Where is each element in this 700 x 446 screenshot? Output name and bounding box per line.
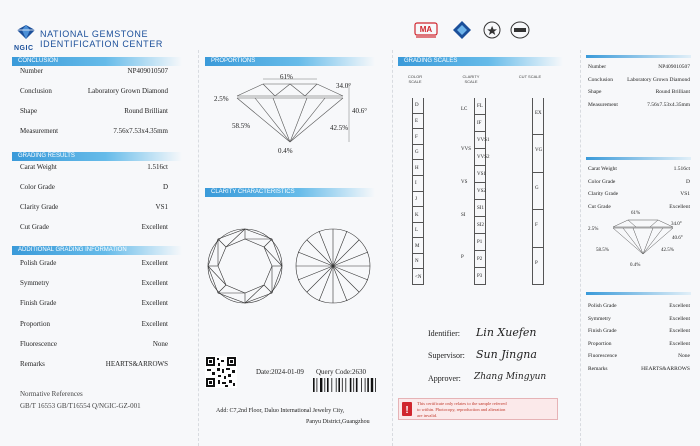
clarity-scale-grade: VVS2 bbox=[477, 154, 490, 160]
clarity-crown-plot bbox=[205, 226, 285, 306]
address-line1-text: C7,2nd Floor, Daluo International Jewelry City, bbox=[229, 408, 345, 414]
cut-scale-grade: P bbox=[535, 260, 538, 266]
clarity-scale-grade: VVS1 bbox=[477, 137, 490, 143]
info-row-value: Excellent bbox=[141, 319, 168, 328]
info-row bbox=[20, 340, 168, 348]
info-row bbox=[20, 67, 168, 75]
color-scale-grade: N bbox=[415, 259, 419, 265]
info-row-value: VS1 bbox=[680, 191, 690, 197]
clarity-scale-grade: SI1 bbox=[477, 205, 484, 211]
prop-pavilion-depth-label: 42.5% bbox=[330, 124, 349, 132]
proportions-section-bar: PROPORTIONS bbox=[205, 57, 375, 66]
clarity-group-label: P bbox=[461, 255, 464, 260]
query-code-field bbox=[316, 368, 366, 376]
scale-tick bbox=[474, 148, 486, 149]
color-scale-grade: L bbox=[415, 228, 419, 234]
scale-tick bbox=[474, 216, 486, 217]
info-row-value: NP409010507 bbox=[127, 67, 168, 75]
barcode-bar bbox=[336, 378, 337, 392]
info-row bbox=[20, 259, 168, 267]
ngic-logo bbox=[14, 24, 38, 52]
color-scale-grade: <N bbox=[415, 274, 422, 280]
barcode-bar bbox=[327, 378, 329, 392]
summary-mid-bar bbox=[586, 157, 691, 160]
address-label: Add: bbox=[216, 408, 228, 414]
barcode-bar bbox=[350, 378, 352, 392]
info-row bbox=[588, 77, 690, 83]
info-row bbox=[20, 320, 168, 328]
scale-tick bbox=[412, 175, 424, 176]
normative-refs: GB/T 16553 GB/T16554 Q/NGIC-GZ-001 bbox=[20, 402, 141, 410]
scale-tick bbox=[412, 113, 424, 114]
clarity-scale-grade: FL bbox=[477, 103, 483, 109]
grading-results-section-bar: GRADING RESULTS bbox=[12, 152, 182, 161]
address-line1 bbox=[216, 408, 344, 414]
barcode-bar bbox=[345, 378, 346, 392]
supervisor-signature: Sun Jingna bbox=[476, 348, 537, 361]
info-row-value: HEARTS&ARROWS bbox=[641, 365, 690, 372]
barcode-bar bbox=[371, 378, 373, 392]
clarity-pavilion-plot bbox=[293, 226, 373, 306]
prop-culet-label: 0.4% bbox=[278, 147, 293, 155]
info-row-label: Cut Grade bbox=[588, 203, 611, 210]
info-row-value: 1.516ct bbox=[147, 163, 168, 171]
scale-tick bbox=[412, 159, 424, 160]
info-row bbox=[588, 303, 690, 309]
info-row-label: Color Grade bbox=[588, 178, 616, 185]
info-row-value: Excellent bbox=[669, 303, 690, 309]
barcode-bar bbox=[313, 378, 315, 392]
info-row bbox=[588, 64, 690, 70]
info-row bbox=[588, 204, 690, 210]
color-scale-grade: K bbox=[415, 212, 419, 218]
info-row-label: Proportion bbox=[20, 319, 50, 328]
info-row-value: None bbox=[678, 353, 690, 359]
info-row-label: Color Grade bbox=[20, 183, 55, 191]
org-title-line2: IDENTIFICATION CENTER bbox=[40, 39, 163, 49]
info-row bbox=[20, 360, 168, 368]
additional-info-section-bar: ADDITIONAL GRADING INFORMATION bbox=[12, 246, 182, 255]
scale-tick bbox=[474, 131, 486, 132]
cma-badge-icon bbox=[414, 22, 438, 40]
info-row-label: Finish Grade bbox=[20, 299, 57, 308]
normative-title: Normative References bbox=[20, 390, 83, 398]
info-row-value: Excellent bbox=[141, 259, 168, 267]
clarity-group-label: VVS bbox=[461, 147, 472, 152]
info-row-label: Polish Grade bbox=[20, 259, 57, 267]
date-value: 2024-01-09 bbox=[271, 368, 304, 376]
color-scale-grade: I bbox=[415, 181, 417, 187]
identifier-signature: Lin Xuefen bbox=[476, 326, 537, 339]
info-row-label: Finish Grade bbox=[588, 328, 617, 334]
scale-tick bbox=[474, 233, 486, 234]
info-row bbox=[588, 166, 690, 172]
scale-tick bbox=[474, 250, 486, 251]
info-row-label: Proportion bbox=[588, 340, 612, 347]
info-row bbox=[20, 183, 168, 191]
info-row bbox=[588, 341, 690, 347]
summary-prop-girdle: 58.5% bbox=[596, 248, 609, 253]
summary-prop-crown-angle: 34.0° bbox=[671, 222, 682, 227]
scale-tick bbox=[532, 209, 544, 210]
approver-label: Approver: bbox=[428, 374, 461, 383]
scale-tick bbox=[412, 222, 424, 223]
info-row bbox=[588, 353, 690, 359]
info-row-label: Carat Weight bbox=[588, 166, 617, 172]
address-line2: Panyu District,Guangzhou bbox=[306, 419, 370, 425]
info-row-label: Number bbox=[588, 64, 607, 70]
info-row bbox=[20, 163, 168, 171]
cut-scale-grade: VG bbox=[535, 148, 543, 154]
query-code-value: 2630 bbox=[351, 368, 366, 376]
summary-prop-pavilion-angle: 40.6° bbox=[672, 236, 683, 241]
clarity-scale-grade: VS1 bbox=[477, 171, 486, 177]
info-row-value: Excellent bbox=[141, 299, 168, 308]
info-row-value: Excellent bbox=[141, 279, 168, 288]
info-row bbox=[20, 279, 168, 287]
warning-icon bbox=[402, 402, 412, 416]
color-scale-grade: H bbox=[415, 165, 419, 171]
info-row-value: Excellent bbox=[669, 328, 690, 334]
barcode-bar bbox=[353, 378, 354, 392]
info-row-label: Carat Weight bbox=[20, 163, 57, 171]
prop-pavilion-angle-label: 40.6° bbox=[352, 107, 368, 115]
scale-tick bbox=[474, 284, 486, 285]
info-row-label: Symmetry bbox=[588, 315, 611, 322]
info-row-value: 7.56x7.53x4.35mm bbox=[647, 101, 690, 108]
barcode-bar bbox=[320, 378, 322, 392]
barcode-bar bbox=[365, 378, 366, 392]
scale-tick bbox=[474, 114, 486, 115]
query-code-label: Query Code: bbox=[316, 368, 352, 376]
barcode-bar bbox=[361, 378, 362, 392]
scale-tick bbox=[532, 247, 544, 248]
scale-tick bbox=[474, 182, 486, 183]
info-row-value: Laboratory Grown Diamond bbox=[627, 76, 690, 83]
info-row bbox=[588, 191, 690, 197]
clarity-scale-grade: VS2 bbox=[477, 188, 486, 194]
svg-text:!: ! bbox=[405, 405, 409, 416]
logo-text: NGIC bbox=[14, 45, 34, 52]
barcode bbox=[312, 378, 382, 392]
summary-prop-pavilion-depth: 42.5% bbox=[661, 248, 674, 253]
scale-tick bbox=[474, 199, 486, 200]
svg-text:MA: MA bbox=[419, 25, 433, 34]
gem-badge-icon bbox=[452, 20, 472, 42]
date-field bbox=[256, 368, 304, 376]
info-row-value: Round Brilliant bbox=[655, 89, 690, 95]
grading-scales-section-bar: GRADING SCALES bbox=[398, 57, 563, 66]
info-row-label: Polish Grade bbox=[588, 303, 617, 309]
barcode-bar bbox=[324, 378, 325, 392]
info-row-label: Fluorescence bbox=[588, 353, 618, 359]
info-row bbox=[588, 328, 690, 334]
info-row-value: NP409010507 bbox=[658, 64, 690, 70]
info-row bbox=[20, 87, 168, 95]
color-scale-header: COLOR SCALE bbox=[407, 74, 423, 84]
clarity-section-bar: CLARITY CHARACTERISTICS bbox=[205, 188, 375, 197]
cut-scale-grade: EX bbox=[535, 111, 542, 117]
summary-prop-crown-height: 2.5% bbox=[588, 227, 599, 232]
seal-badge-icon bbox=[483, 21, 501, 39]
summary-top-bar bbox=[586, 55, 691, 58]
barcode-bar bbox=[356, 378, 358, 392]
info-row-label: Fluorescence bbox=[20, 339, 57, 348]
scale-tick bbox=[532, 134, 544, 135]
info-row-value: 1.516ct bbox=[673, 166, 690, 172]
info-row-label: Measurement bbox=[20, 127, 59, 135]
barcode-bar bbox=[367, 378, 369, 392]
barcode-bar bbox=[331, 378, 332, 392]
notice-box bbox=[398, 398, 558, 420]
clarity-scale-grade: P2 bbox=[477, 256, 483, 262]
info-row-value: Laboratory Grown Diamond bbox=[87, 87, 168, 95]
scale-tick bbox=[412, 144, 424, 145]
clarity-scale-grade: P1 bbox=[477, 239, 483, 245]
column-divider bbox=[198, 50, 199, 446]
clarity-group-label: SI bbox=[461, 213, 466, 218]
qr-code-icon bbox=[205, 356, 237, 388]
clarity-scale-header: CLARITY SCALE bbox=[462, 74, 480, 84]
color-scale-grade: D bbox=[415, 103, 419, 109]
cut-scale-header: CUT SCALE bbox=[518, 74, 542, 79]
scale-tick bbox=[412, 128, 424, 129]
info-row-label: Measurement bbox=[588, 101, 618, 108]
date-label: Date: bbox=[256, 368, 272, 376]
info-row-value: D bbox=[162, 183, 168, 191]
info-row bbox=[588, 179, 690, 185]
info-row-label: Shape bbox=[588, 89, 602, 95]
scale-tick bbox=[412, 191, 424, 192]
barcode-icon bbox=[312, 378, 382, 392]
scale-tick bbox=[412, 206, 424, 207]
color-scale-column bbox=[412, 98, 424, 285]
color-scale-grade: E bbox=[415, 119, 419, 125]
info-row-label: Clarity Grade bbox=[588, 191, 619, 197]
info-row-label: Number bbox=[20, 67, 43, 75]
scale-tick bbox=[532, 284, 544, 285]
color-scale-grade: G bbox=[415, 150, 419, 156]
qr-code bbox=[205, 356, 237, 388]
scale-tick bbox=[474, 165, 486, 166]
approver-signature: Zhang Mingyun bbox=[474, 372, 547, 382]
cut-scale-grade: F bbox=[535, 223, 538, 229]
info-row-label: Conclusion bbox=[588, 76, 614, 83]
prop-crown-height-label: 2.5% bbox=[214, 95, 229, 103]
info-row bbox=[20, 203, 168, 211]
info-row bbox=[588, 102, 690, 108]
scale-tick bbox=[412, 237, 424, 238]
logo-mark-icon bbox=[14, 24, 38, 40]
clarity-scale-grade: IF bbox=[477, 120, 482, 126]
info-row bbox=[588, 89, 690, 95]
barcode-bar bbox=[338, 378, 340, 392]
conclusion-section-bar: CONCLUSION bbox=[12, 57, 182, 66]
org-title-line1: NATIONAL GEMSTONE bbox=[40, 29, 149, 39]
clarity-group-label: LC bbox=[461, 107, 468, 112]
info-row-label: Cut Grade bbox=[20, 223, 49, 231]
info-row bbox=[588, 316, 690, 322]
supervisor-label: Supervisor: bbox=[428, 351, 465, 360]
prop-crown-angle-label: 34.0° bbox=[336, 82, 352, 90]
info-row-value: Excellent bbox=[669, 340, 690, 347]
scale-tick bbox=[532, 172, 544, 173]
info-row-label: Shape bbox=[20, 107, 38, 115]
color-scale-grade: J bbox=[415, 196, 417, 202]
scale-tick bbox=[412, 253, 424, 254]
prop-table-label: 61% bbox=[280, 73, 293, 81]
info-row-label: Conclusion bbox=[20, 87, 52, 95]
identifier-label: Identifier: bbox=[428, 329, 460, 338]
info-row-value: VS1 bbox=[155, 203, 168, 211]
scale-tick bbox=[412, 268, 424, 269]
info-row bbox=[20, 107, 168, 115]
info-row-value: 7.56x7.53x4.35mm bbox=[113, 127, 168, 135]
prop-girdle-label: 58.5% bbox=[232, 122, 251, 130]
barcode-bar bbox=[375, 378, 376, 392]
info-row-value: Round Brilliant bbox=[124, 107, 168, 115]
clarity-group-label: VS bbox=[461, 180, 468, 185]
clarity-scale-grade: P3 bbox=[477, 273, 483, 279]
info-row-value: D bbox=[686, 178, 690, 185]
info-row bbox=[588, 366, 690, 372]
summary-bottom-bar bbox=[586, 292, 691, 295]
notice-line1: This certificate only relates to the sample referred bbox=[417, 401, 507, 406]
summary-prop-culet: 0.4% bbox=[630, 263, 641, 268]
info-row-value: HEARTS&ARROWS bbox=[105, 360, 168, 368]
info-row-label: Clarity Grade bbox=[20, 203, 59, 211]
scale-tick bbox=[474, 267, 486, 268]
info-row-value: Excellent bbox=[669, 203, 690, 210]
column-divider bbox=[392, 50, 393, 446]
barcode-bar bbox=[342, 378, 343, 392]
color-scale-grade: F bbox=[415, 134, 418, 140]
notice-line2: to within. Photocopy, reproduction and alteration bbox=[417, 407, 506, 412]
clarity-scale-grade: SI2 bbox=[477, 222, 484, 228]
info-row-label: Symmetry bbox=[20, 279, 50, 288]
notice-line3: are invalid. bbox=[417, 413, 438, 418]
color-scale-grade: M bbox=[415, 243, 420, 249]
info-row bbox=[20, 127, 168, 135]
info-row-value: None bbox=[152, 339, 168, 348]
column-divider bbox=[580, 50, 581, 446]
info-row-label: Remarks bbox=[20, 360, 45, 368]
info-row bbox=[20, 223, 168, 231]
info-row-value: Excellent bbox=[141, 223, 168, 231]
scale-tick bbox=[412, 284, 424, 285]
summary-prop-table: 61% bbox=[631, 211, 641, 216]
round-badge-icon bbox=[510, 21, 530, 39]
cut-scale-column bbox=[532, 98, 544, 285]
cut-scale-grade: G bbox=[535, 185, 539, 191]
info-row-label: Remarks bbox=[588, 365, 608, 372]
info-row-value: Excellent bbox=[669, 315, 690, 322]
info-row bbox=[20, 299, 168, 307]
barcode-bar bbox=[317, 378, 318, 392]
